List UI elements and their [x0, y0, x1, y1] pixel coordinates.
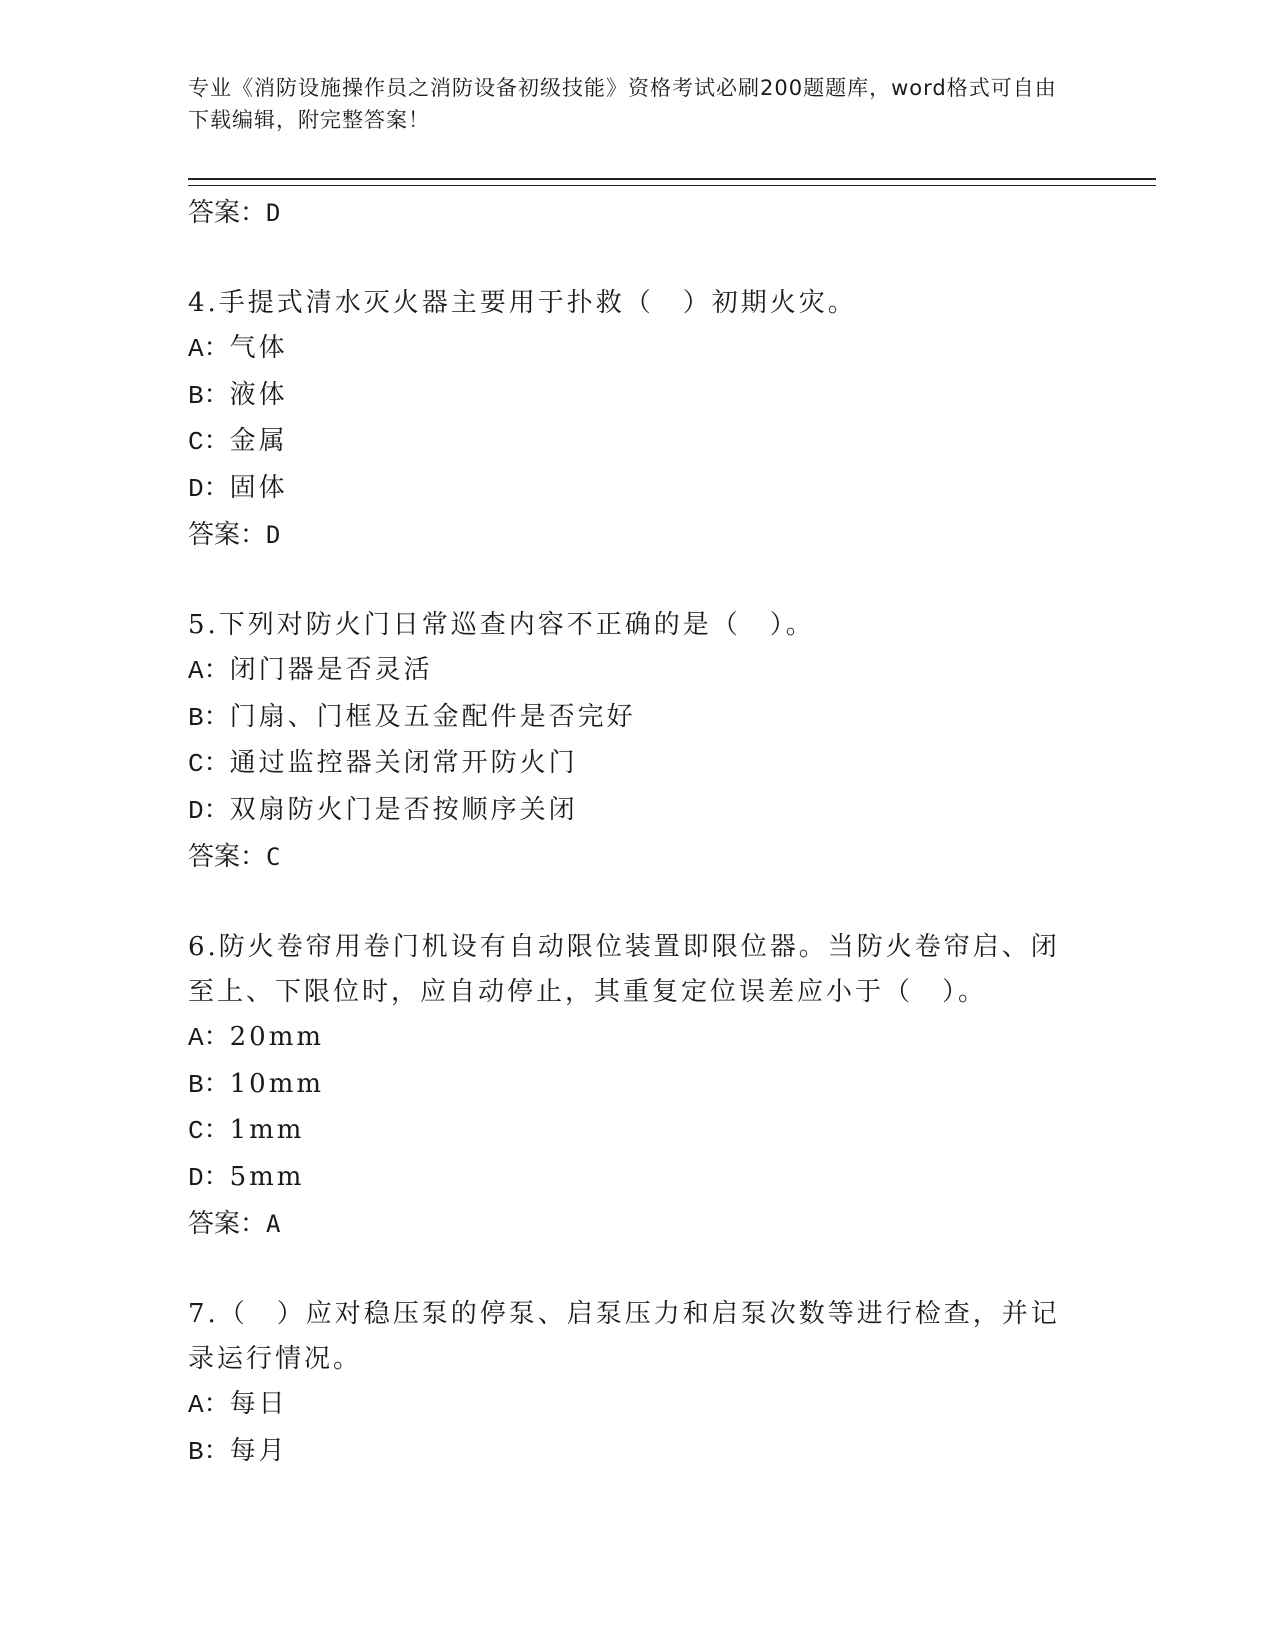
header-divider: [188, 178, 1156, 186]
question-list: [188, 190, 1068, 1475]
option-text: 20mm: [229, 1022, 325, 1052]
answer-line: [188, 190, 1068, 236]
option-text: 1mm: [229, 1115, 305, 1145]
option-letter: D：: [188, 1162, 230, 1193]
option-b: [188, 695, 1068, 742]
option-letter: A：: [188, 334, 230, 364]
option-letter: C：: [188, 427, 230, 457]
option-a: [188, 326, 1068, 373]
option-d: [188, 1155, 1068, 1202]
question-item: [188, 281, 1068, 558]
option-letter: B：: [188, 702, 230, 733]
question-stem: 5.下列对防火门日常巡查内容不正确的是（ ）。: [188, 610, 815, 640]
answer-line: [188, 512, 1068, 558]
option-a: [188, 1015, 1068, 1062]
option-text: 通过监控器关闭常开防火门: [229, 748, 578, 778]
document-header: 专业《消防设施操作员之消防设备初级技能》资格考试必刷200题题库，word格式可自由下载编辑，附完整答案！: [188, 76, 1057, 132]
option-letter: B：: [188, 1069, 230, 1100]
option-a: [188, 648, 1068, 695]
option-letter: B：: [188, 1436, 230, 1467]
answer-label: 答案：: [188, 520, 267, 550]
answer-label: 答案：: [188, 842, 267, 872]
answer-line: [188, 1201, 1068, 1247]
option-text: 双扇防火门是否按顺序关闭: [229, 794, 578, 825]
option-text: 气体: [229, 333, 288, 363]
option-text: 每月: [229, 1435, 288, 1466]
option-text: 5mm: [229, 1161, 305, 1192]
option-c: [188, 1108, 1068, 1155]
option-letter: A：: [188, 1023, 230, 1053]
option-a: [188, 1382, 1068, 1429]
option-letter: D：: [188, 473, 230, 504]
option-letter: A：: [188, 656, 230, 686]
question-stem: 6.防火卷帘用卷门机设有自动限位装置即限位器。当防火卷帘启、闭至上、下限位时，应自动停止，其重复定位误差应小于（ ）。: [188, 932, 1060, 1007]
answer-value: D: [266, 199, 281, 227]
option-letter: C：: [188, 1116, 230, 1146]
option-text: 闭门器是否灵活: [229, 655, 433, 685]
answer-label: 答案：: [188, 1209, 267, 1239]
option-b: [188, 373, 1068, 420]
option-letter: B：: [188, 380, 230, 411]
question-stem: 4.手提式清水灭火器主要用于扑救（ ）初期火灾。: [188, 288, 857, 318]
option-letter: A：: [188, 1390, 230, 1420]
option-text: 固体: [229, 472, 288, 503]
option-c: [188, 419, 1068, 466]
answer-line: [188, 834, 1068, 880]
answer-value: D: [266, 521, 281, 549]
option-letter: D：: [188, 795, 230, 826]
answer-value: C: [266, 843, 281, 871]
option-d: [188, 788, 1068, 835]
option-text: 10mm: [229, 1068, 325, 1099]
question-stem: 7.（ ）应对稳压泵的停泵、启泵压力和启泵次数等进行检查，并记录运行情况。: [188, 1299, 1060, 1374]
option-d: [188, 466, 1068, 513]
question-item: [188, 1292, 1068, 1475]
option-text: 金属: [229, 426, 288, 456]
option-c: [188, 741, 1068, 788]
answer-value: A: [266, 1210, 281, 1238]
option-text: 每日: [229, 1389, 288, 1419]
answer-label: 答案：: [188, 198, 267, 228]
question-item: [188, 603, 1068, 880]
option-b: [188, 1429, 1068, 1476]
question-item: [188, 925, 1068, 1247]
option-b: [188, 1062, 1068, 1109]
option-letter: C：: [188, 749, 230, 779]
option-text: 门扇、门框及五金配件是否完好: [229, 701, 636, 732]
option-text: 液体: [229, 379, 288, 410]
